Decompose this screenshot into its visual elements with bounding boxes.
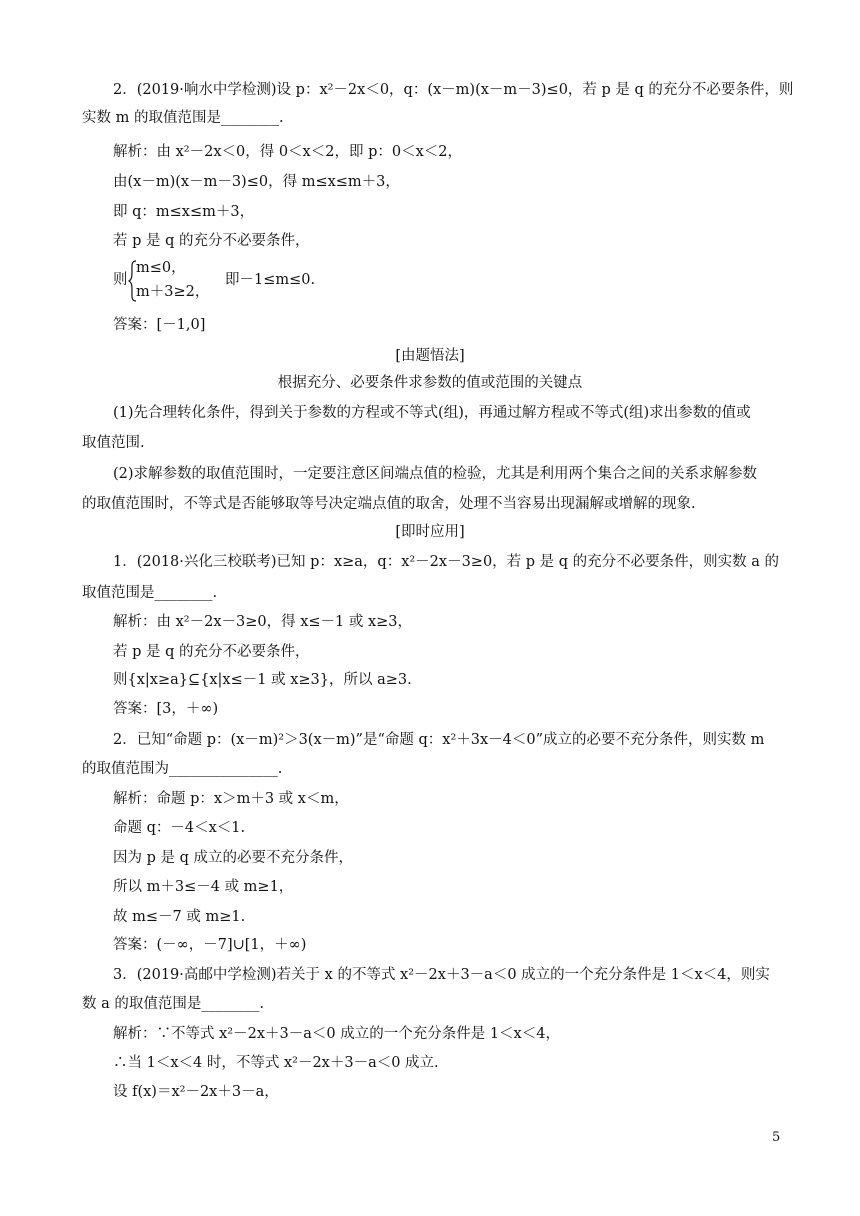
- line-method-2-cont: 的取值范围时，不等式是否能够取等号决定端点值的取舍，处理不当容易出现漏解或增解的现象.: [82, 496, 696, 512]
- line-q2-stem: 2．(2019·响水中学检测)设 p：x²－2x＜0，q：(x－m)(x－m－3)≤0，若 p 是 q 的充分不必要条件，则: [113, 82, 794, 98]
- line-p2-answer: 答案：(－∞，－7]∪[1，＋∞): [113, 937, 307, 953]
- line-p1-stem: 1．(2018·兴化三校联考)已知 p：x≥a，q：x²－2x－3≥0，若 p 是 q 的充分不必要条件，则实数 a 的: [113, 554, 780, 570]
- line-p1-stem-cont: 取值范围是________.: [82, 585, 218, 601]
- line-p2-solution-2: 命题 q：－4＜x＜1.: [113, 820, 246, 836]
- case-row-2: m＋3≥2，: [136, 284, 210, 300]
- line-p2-stem-cont: 的取值范围为_______________.: [82, 761, 283, 777]
- line-p2-solution-3: 因为 p 是 q 成立的必要不充分条件，: [113, 850, 353, 866]
- line-p2-solution-4: 所以 m＋3≤－4 或 m≥1，: [113, 879, 294, 895]
- case-prefix: 则: [113, 272, 128, 288]
- line-p1-solution-1: 解析：由 x²－2x－3≥0，得 x≤－1 或 x≥3，: [113, 614, 413, 630]
- line-p3-stem: 3．(2019·高邮中学检测)若关于 x 的不等式 x²－2x＋3－a＜0 成立的一个充分条件是 1＜x＜4，则实: [113, 967, 770, 983]
- line-p1-solution-2: 若 p 是 q 的充分不必要条件，: [113, 644, 310, 660]
- case-suffix: 即－1≤m≤0.: [225, 272, 316, 288]
- line-p2-solution-5: 故 m≤－7 或 m≥1.: [113, 909, 246, 925]
- line-p1-answer: 答案：[3，＋∞): [113, 701, 219, 717]
- line-q2-solution-3: 即 q：m≤x≤m＋3，: [113, 204, 255, 220]
- line-q2-answer: 答案：[－1,0]: [113, 317, 206, 333]
- line-p3-solution-1: 解析：∵不等式 x²－2x＋3－a＜0 成立的一个充分条件是 1＜x＜4，: [113, 1026, 560, 1042]
- line-p2-solution-1: 解析：命题 p：x＞m＋3 或 x＜m，: [113, 791, 349, 807]
- section-subheading-keypoints: 根据充分、必要条件求参数的值或范围的关键点: [277, 375, 583, 391]
- line-p3-solution-2: ∴当 1＜x＜4 时，不等式 x²－2x＋3－a＜0 成立.: [113, 1055, 439, 1071]
- line-q2-stem-cont: 实数 m 的取值范围是________.: [82, 110, 284, 126]
- case-row-1: m≤0，: [136, 260, 186, 276]
- line-p1-solution-3: 则{x|x≥a}⊆{x|x≤－1 或 x≥3}，所以 a≥3.: [113, 672, 412, 688]
- line-q2-solution-1: 解析：由 x²－2x＜0，得 0＜x＜2，即 p：0＜x＜2，: [113, 144, 462, 160]
- line-q2-solution-2: 由(x－m)(x－m－3)≤0，得 m≤x≤m＋3，: [113, 174, 400, 190]
- section-heading-method: [由题悟法]: [395, 348, 465, 364]
- line-p3-stem-cont: 数 a 的取值范围是________.: [82, 996, 264, 1012]
- line-method-1-cont: 取值范围.: [82, 435, 145, 451]
- page-number: 5: [772, 1130, 781, 1145]
- line-q2-solution-4: 若 p 是 q 的充分不必要条件，: [113, 233, 310, 249]
- line-p2-stem: 2．已知“命题 p：(x－m)²＞3(x－m)”是“命题 q：x²＋3x－4＜0”成立的必要不充分条件，则实数 m: [113, 732, 765, 748]
- line-p3-solution-3: 设 f(x)＝x²－2x＋3－a，: [113, 1084, 279, 1100]
- line-method-2: (2)求解参数的取值范围时，一定要注意区间端点值的检验，尤其是利用两个集合之间的关系求解参数: [113, 466, 758, 482]
- section-heading-practice: [即时应用]: [395, 524, 465, 540]
- line-method-1: (1)先合理转化条件，得到关于参数的方程或不等式(组)，再通过解方程或不等式(组)求出参数的值或: [113, 405, 751, 421]
